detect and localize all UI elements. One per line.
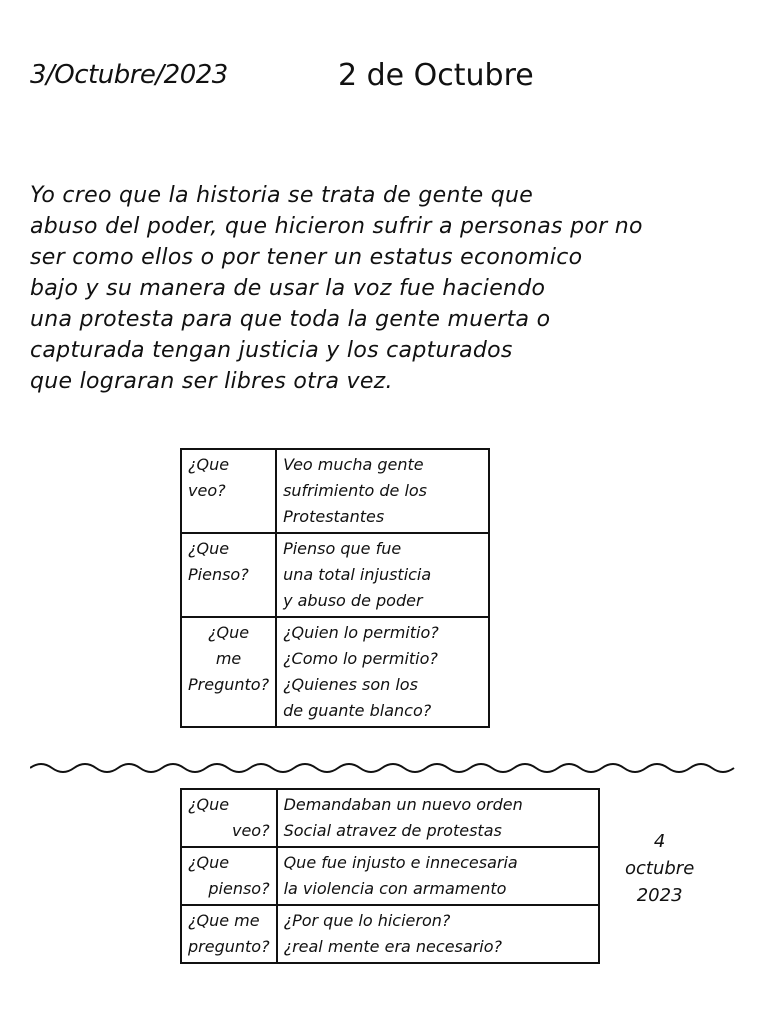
table-row xyxy=(181,533,489,617)
answer-line: la violencia con armamento xyxy=(283,879,507,898)
question-cell xyxy=(181,905,277,963)
paragraph xyxy=(30,180,740,397)
question-line: veo? xyxy=(231,821,270,840)
table-row xyxy=(181,617,489,727)
side-date xyxy=(625,828,694,909)
answer-cell xyxy=(276,533,489,617)
question-line: ¿Que me xyxy=(188,911,260,930)
question-cell xyxy=(181,449,276,533)
answer-cell xyxy=(277,905,599,963)
question-line: pregunto? xyxy=(188,937,270,956)
question-cell xyxy=(181,847,277,905)
paragraph-line: una protesta para que toda la gente muerta o xyxy=(30,307,551,332)
answer-line: Veo mucha gente xyxy=(283,455,424,474)
answer-cell xyxy=(277,789,599,847)
paragraph-line: abuso del poder, que hicieron sufrir a personas por no xyxy=(30,214,643,239)
side-date-line: octubre xyxy=(625,858,695,879)
question-line: Pregunto? xyxy=(188,675,270,694)
question-line: pienso? xyxy=(208,879,270,898)
table-row xyxy=(181,847,599,905)
answer-cell xyxy=(276,617,489,727)
question-line: ¿Que xyxy=(188,795,230,814)
table-row xyxy=(181,789,599,847)
page-title: 2 de Octubre xyxy=(338,58,534,93)
answer-line: una total injusticia xyxy=(283,565,432,584)
answer-line: ¿Quien lo permitio? xyxy=(283,623,439,642)
wavy-divider xyxy=(30,758,735,778)
paragraph-line: que lograran ser libres otra vez. xyxy=(30,369,393,394)
header-date: 3/Octubre/2023 xyxy=(30,60,228,90)
table-row xyxy=(181,905,599,963)
question-line: veo? xyxy=(188,481,226,500)
answer-cell xyxy=(276,449,489,533)
question-line: Pienso? xyxy=(188,565,249,584)
answer-line: ¿Como lo permitio? xyxy=(283,649,438,668)
question-line: ¿Que xyxy=(188,853,230,872)
reflection-table-2 xyxy=(180,788,600,964)
answer-line: de guante blanco? xyxy=(283,701,432,720)
question-cell xyxy=(181,617,276,727)
paragraph-line: ser como ellos o por tener un estatus economico xyxy=(30,245,583,270)
answer-line: Protestantes xyxy=(283,507,385,526)
table-row xyxy=(181,449,489,533)
answer-line: sufrimiento de los xyxy=(283,481,428,500)
question-line: ¿Que xyxy=(188,455,230,474)
question-line: ¿Que xyxy=(188,539,230,558)
question-line: me xyxy=(215,649,242,668)
paragraph-line: bajo y su manera de usar la voz fue haciendo xyxy=(30,276,546,301)
question-line: ¿Que xyxy=(207,623,250,642)
side-date-line: 2023 xyxy=(636,885,683,906)
answer-line: Social atravez de protestas xyxy=(283,821,502,840)
question-cell xyxy=(181,533,276,617)
reflection-table-1 xyxy=(180,448,490,728)
answer-cell xyxy=(277,847,599,905)
side-date-line: 4 xyxy=(653,831,666,852)
paragraph-line: capturada tengan justicia y los capturados xyxy=(30,338,513,363)
answer-line: ¿Por que lo hicieron? xyxy=(283,911,451,930)
question-cell xyxy=(181,789,277,847)
answer-line: ¿Quienes son los xyxy=(283,675,418,694)
answer-line: Demandaban un nuevo orden xyxy=(283,795,523,814)
answer-line: y abuso de poder xyxy=(283,591,423,610)
answer-line: Pienso que fue xyxy=(283,539,402,558)
paragraph-line: Yo creo que la historia se trata de gente que xyxy=(30,183,534,208)
answer-line: ¿real mente era necesario? xyxy=(283,937,502,956)
answer-line: Que fue injusto e innecesaria xyxy=(283,853,518,872)
